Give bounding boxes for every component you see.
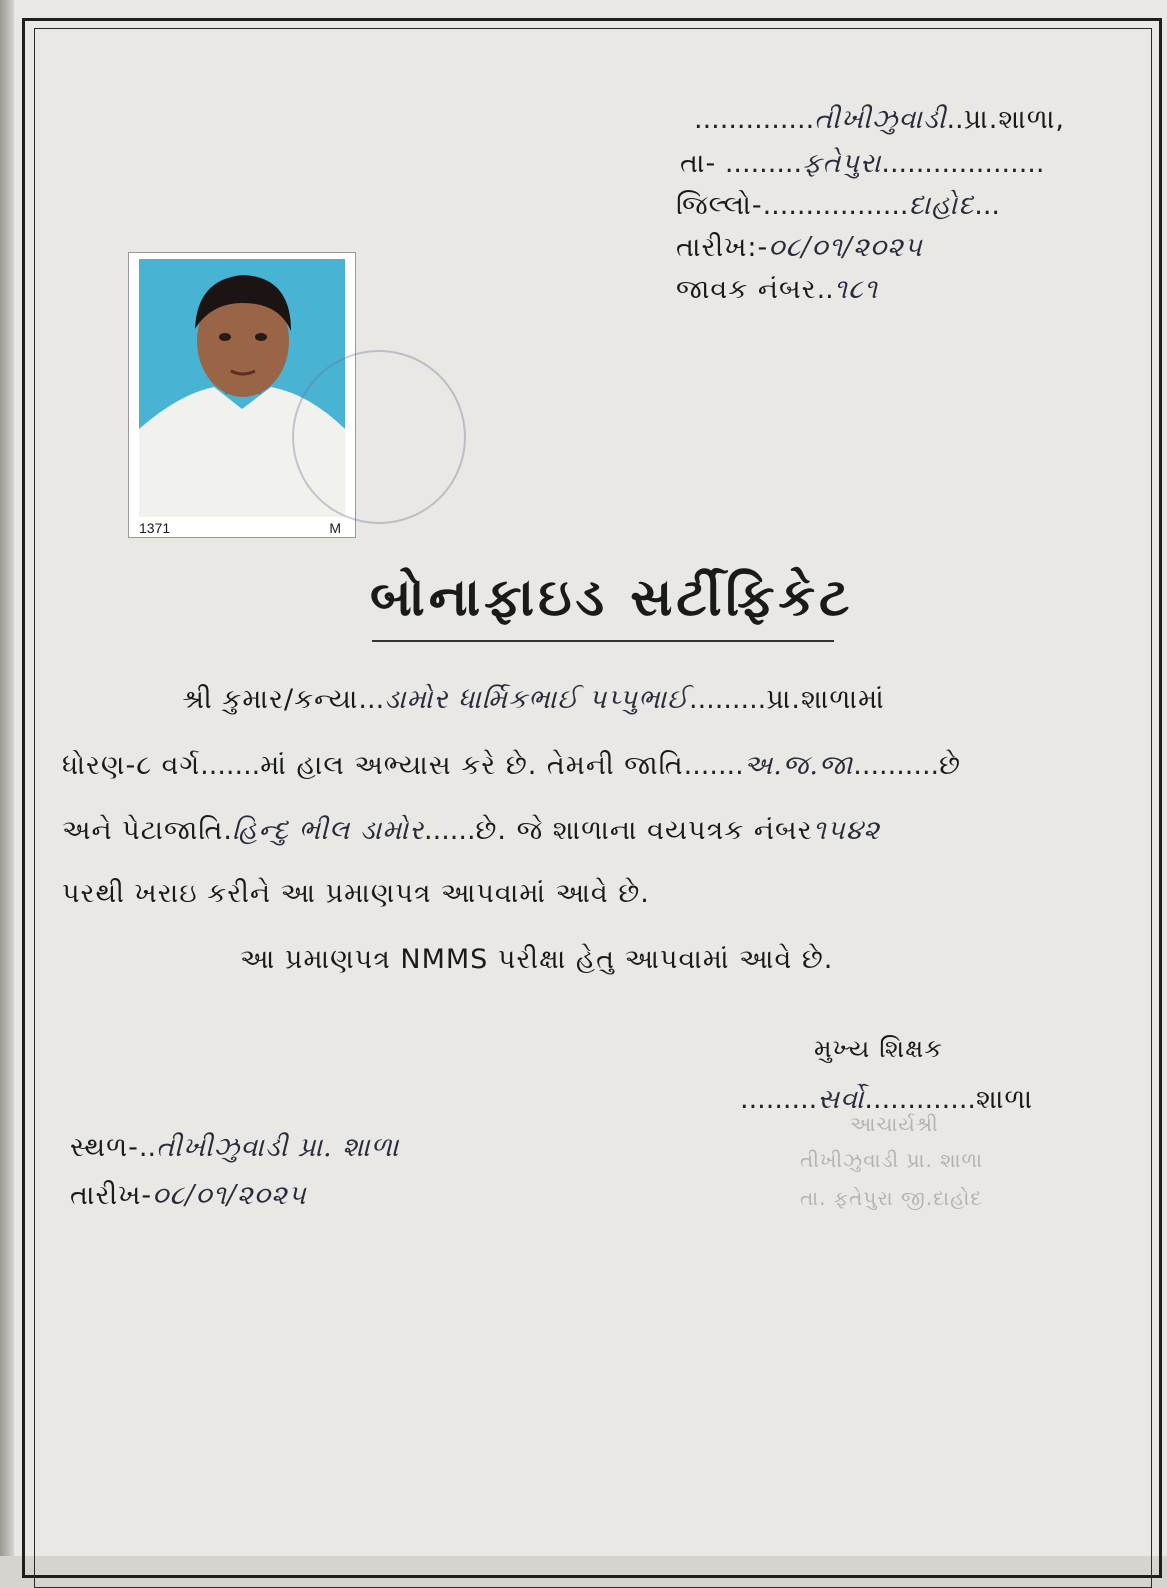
body-line-4: પરથી ખરાઇ કરીને આ પ્રમાણપત્ર આપવામાં આવે છે.: [62, 878, 650, 909]
footer-date-handwritten: ૦૮/૦૧/૨૦૨૫: [152, 1180, 307, 1211]
body-line-1: શ્રી કુમાર/કન્યા...ડામોર ધાર્મિકભાઈ પપ્પુભાઈ.........પ્રા.શાળામાં: [182, 684, 885, 715]
date-handwritten: ૦૮/૦૧/૨૦૨૫: [768, 232, 923, 263]
headmaster-role: મુખ્ય શિક્ષક: [814, 1034, 943, 1063]
district-label: જિલ્લો-: [676, 190, 763, 221]
footer-date-line: [70, 1180, 307, 1212]
body-l1-suffix: પ્રા.શાળામાં: [766, 684, 885, 715]
student-name-handwritten: ડામોર ધાર્મિકભાઈ પપ્પુભાઈ: [384, 684, 690, 715]
header-date-line: [676, 232, 923, 264]
header-district-line: જિલ્લો-.................દાહોદ...: [676, 190, 1000, 221]
body-l1-prefix: શ્રી કુમાર/કન્યા: [182, 684, 359, 715]
caste-handwritten: અ.જ.જા: [743, 750, 854, 781]
page-edge-shadow: [0, 0, 14, 1556]
subcaste-handwritten: હિન્દુ ભીલ ડામોર: [232, 815, 425, 846]
outward-label: જાવક નંબર: [676, 274, 817, 305]
header-outward-line: જાવક નંબર..૧૮૧: [676, 274, 879, 305]
footer-date-label: તારીખ-: [70, 1180, 153, 1211]
signature-line: .........સર્વો.............શાળા: [740, 1084, 1034, 1115]
place-handwritten: તીખીઝુવાડી પ્રા. શાળા: [156, 1132, 400, 1163]
school-seal-stamp: [292, 350, 466, 524]
register-number-handwritten: ૧૫૪૨: [812, 815, 881, 846]
body-l2-suffix: છે: [939, 750, 961, 781]
footer-place-line: સ્થળ-..તીખીઝુવાડી પ્રા. શાળા: [70, 1132, 400, 1163]
stamp-line-2: તીખીઝુવાડી પ્રા. શાળા: [800, 1148, 984, 1172]
stamp-line-1: આચાર્યશ્રી: [850, 1112, 939, 1136]
body-line-2: ધોરણ-૮ વર્ગ.......માં હાલ અભ્યાસ કરે છે. તેમની જાતિ.......અ.જ.જા..........છે: [62, 750, 961, 781]
outward-handwritten: ૧૮૧: [833, 274, 879, 305]
body-line-5: આ પ્રમાણપત્ર NMMS પરીક્ષા હેતુ આપવામાં આવે છે.: [240, 944, 834, 975]
body-l2-mid: માં હાલ અભ્યાસ કરે છે. તેમની જાતિ: [260, 750, 684, 781]
body-l3-mid: છે. જે શાળાના વયપત્રક નંબર: [475, 815, 813, 846]
photo-gender: M: [329, 520, 341, 536]
certificate-title: બોનાફાઇડ સર્ટીફિકેટ: [370, 568, 854, 628]
school-name-handwritten: તીખીઝુવાડી: [814, 104, 947, 135]
body-l2-prefix: ધોરણ-૮ વર્ગ: [62, 750, 201, 781]
header-taluka-line: તા- .........ફતેપુરા...................: [680, 148, 1045, 179]
date-label: તારીખ:-: [676, 232, 769, 263]
district-handwritten: દાહોદ: [908, 190, 975, 221]
place-label: સ્થળ-: [70, 1132, 139, 1163]
stamp-line-3: તા. ફતેપુરા જી.દાહોદ: [800, 1186, 983, 1210]
taluka-label: તા-: [680, 148, 717, 179]
photo-code: 1371: [139, 520, 171, 536]
headmaster-signature: સર્વો: [817, 1084, 865, 1115]
body-l3-prefix: અને પેટાજાતિ: [62, 815, 224, 846]
body-line-3: અને પેટાજાતિ.હિન્દુ ભીલ ડામોર......છે. જે શાળાના વયપત્રક નંબર૧૫૪૨: [62, 815, 881, 846]
header-school-line: ..............તીખીઝુવાડી..પ્રા.શાળા,: [694, 104, 1066, 135]
taluka-handwritten: ફતેપુરા: [802, 148, 882, 179]
signature-school-suffix: શાળા: [976, 1084, 1034, 1115]
title-underline: [372, 640, 834, 642]
school-label: પ્રા.શાળા,: [963, 104, 1066, 135]
